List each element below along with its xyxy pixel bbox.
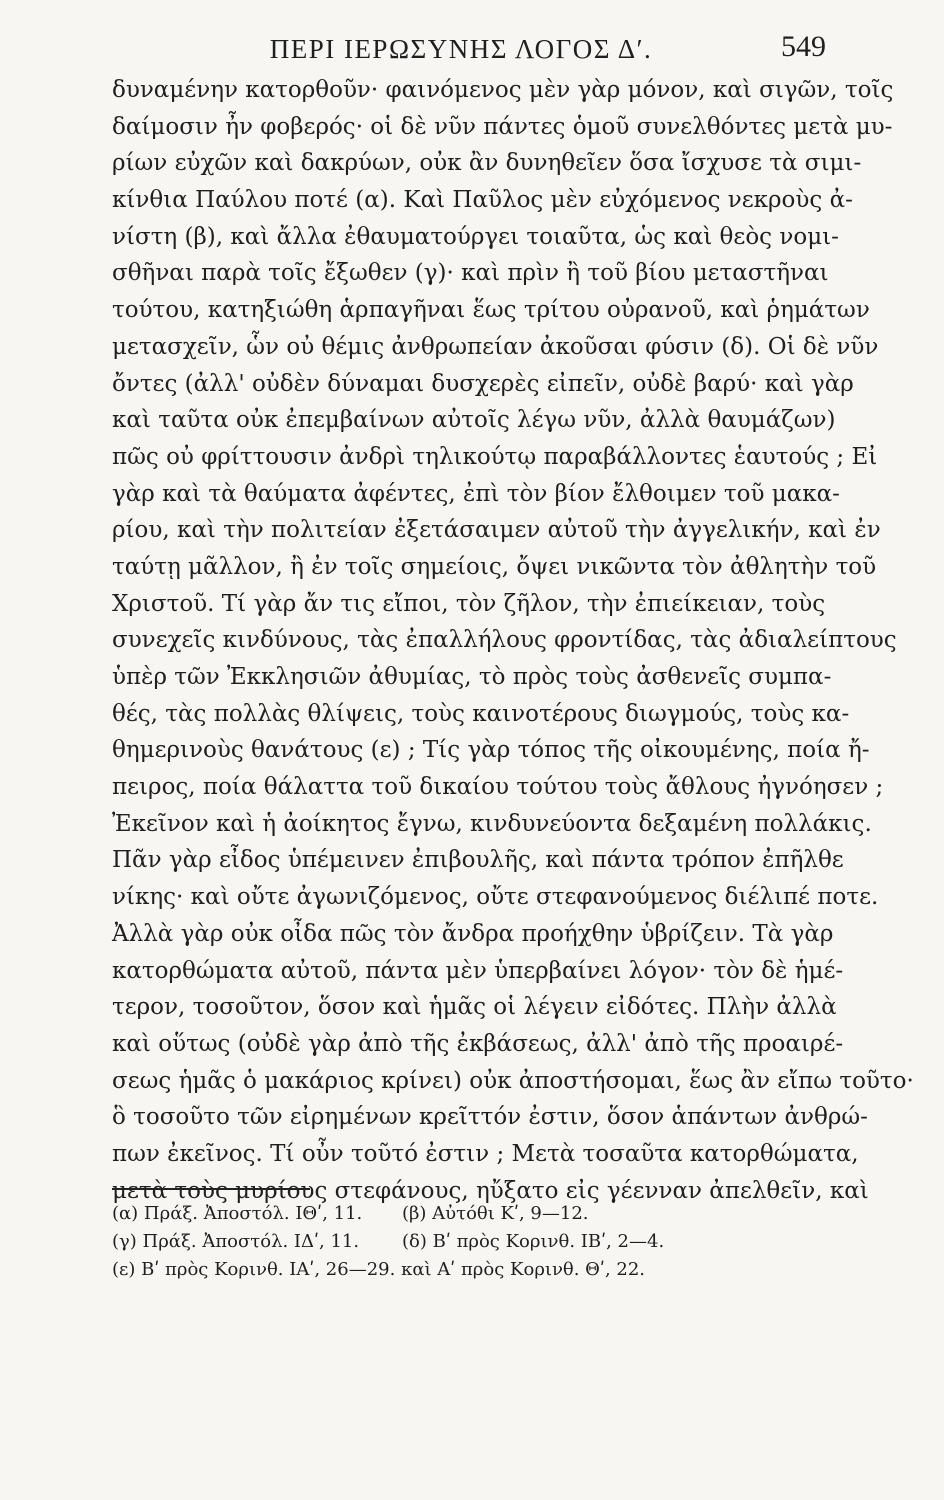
footnote: (γ) Πράξ. Ἀποστόλ. ΙΔʹ, 11. [112,1231,360,1252]
text-line: νίστη (β), καὶ ἄλλα ἐθαυματούργει τοιαῦτα, ὡς καὶ θεὸς νομι- [112,223,839,250]
text-line: καὶ οὕτως (οὐδὲ γὰρ ἀπὸ τῆς ἐκβάσεως, ἀλλ' ἀπὸ τῆς προαιρέ- [112,1030,844,1057]
footnote-row [112,1256,817,1284]
text-line: νίκης· καὶ οὔτε ἀγωνιζόμενος, οὔτε στεφανούμενος διέλιπέ ποτε. [112,884,879,911]
text-line: δαίμοσιν ἦν φοβερός· οἱ δὲ νῦν πάντες ὁμοῦ συνελθόντες μετὰ μυ- [112,113,893,140]
text-line: συνεχεῖς κινδύνους, τὰς ἐπαλλήλους φροντίδας, τὰς ἀδιαλείπτους [112,627,897,654]
footnote: (β) Αὐτόθι Κʹ, 9—12. [402,1203,589,1224]
text-line: σθῆναι παρὰ τοῖς ἔξωθεν (γ)· καὶ πρὶν ἢ τοῦ βίου μεταστῆναι [112,260,829,287]
text-line: καὶ ταῦτα οὐκ ἐπεμβαίνων αὐτοῖς λέγω νῦν, ἀλλὰ θαυμάζων) [112,407,836,434]
footnote: (α) Πράξ. Ἀποστόλ. ΙΘʹ, 11. [112,1203,363,1224]
text-line: ὃ τοσοῦτο τῶν εἰρημένων κρεῖττόν ἐστιν, ὅσον ἁπάντων ἀνθρώ- [112,1104,868,1131]
text-line: θημερινοὺς θανάτους (ε) ; Τίς γὰρ τόπος τῆς οἰκουμένης, ποία ἤ- [112,737,870,764]
footnote-row [112,1228,817,1256]
text-line: γὰρ καὶ τὰ θαύματα ἀφέντες, ἐπὶ τὸν βίον ἔλθοιμεν τοῦ μακα- [112,480,840,507]
text-line: Ἐκεῖνον καὶ ἡ ἀοίκητος ἔγνω, κινδυνεύοντα δεξαμένη πολλάκις. [112,810,872,837]
text-line: μετασχεῖν, ὧν οὐ θέμις ἀνθρωπείαν ἀκοῦσαι φύσιν (δ). Οἱ δὲ νῦν [112,333,879,360]
text-line: Πᾶν γὰρ εἶδος ὑπέμεινεν ἐπιβουλῆς, καὶ πάντα τρόπον ἐπῆλθε [112,847,844,874]
text-line: δυναμένην κατορθοῦν· φαινόμενος μὲν γὰρ μόνον, καὶ σιγῶν, τοῖς [112,77,894,103]
text-line: πων ἐκεῖνος. Τί οὖν τοῦτό ἐστιν ; Μετὰ τοσαῦτα κατορθώματα, [112,1140,859,1167]
text-line: πειρος, ποία θάλαττα τοῦ δικαίου τούτου τοὺς ἄθλους ἠγνόησεν ; [112,774,884,801]
page-header [96,22,826,72]
text-line: Ἀλλὰ γὰρ οὐκ οἶδα πῶς τὸν ἄνδρα προήχθην ὑβρίζειν. Τὰ γὰρ [112,920,834,947]
footnote-divider [112,1188,310,1190]
text-line: κίνθια Παύλου ποτέ (α). Καὶ Παῦλος μὲν εὐχόμενος νεκροὺς ἀ- [112,187,853,214]
text-line: ὑπὲρ τῶν Ἐκκλησιῶν ἀθυμίας, τὸ πρὸς τοὺς ἀσθενεῖς συμπα- [112,664,832,690]
footnotes [112,1200,817,1284]
text-line: τερον, τοσοῦτον, ὅσον καὶ ἡμᾶς οἱ λέγειν εἰδότες. Πλὴν ἀλλὰ [112,994,837,1021]
text-line: ρίου, καὶ τὴν πολιτείαν ἐξετάσαιμεν αὐτοῦ τὴν ἀγγελικήν, καὶ ἐν [112,517,881,544]
text-line: κατορθώματα αὐτοῦ, πάντα μὲν ὑπερβαίνει λόγον· τὸν δὲ ἡμέ- [112,957,844,984]
text-line: ρίων εὐχῶν καὶ δακρύων, οὐκ ἂν δυνηθεῖεν ὅσα ἴσχυσε τὰ σιμι- [112,150,862,177]
text-line: μετὰ τοὺς μυρίους στεφάνους, ηὔξατο εἰς γέενναν ἀπελθεῖν, καὶ [112,1177,869,1204]
text-line: σεως ἡμᾶς ὁ μακάριος κρίνει) οὐκ ἀποστήσομαι, ἕως ἂν εἴπω τοῦτο· [112,1067,914,1094]
page-number: 549 [781,30,826,63]
footnote-row [112,1200,817,1228]
footnote: (ε) Βʹ πρὸς Κορινθ. ΙΑʹ, 26—29. καὶ Αʹ πρὸς Κορινθ. Θʹ, 22. [112,1259,646,1280]
footnote: (δ) Βʹ πρὸς Κορινθ. ΙΒʹ, 2—4. [402,1231,665,1252]
text-line: τούτου, κατηξιώθη ἁρπαγῆναι ἕως τρίτου οὐρανοῦ, καὶ ῥημάτων [112,297,870,324]
text-line: θές, τὰς πολλὰς θλίψεις, τοὺς καινοτέρους διωγμούς, τοὺς κα- [112,700,850,727]
text-line: ταύτῃ μᾶλλον, ἢ ἐν τοῖς σημείοις, ὄψει νικῶντα τὸν ἀθλητὴν τοῦ [112,553,877,580]
main-text [112,72,914,1209]
running-title: ΠΕΡΙ ΙΕΡΩΣΥΝΗΣ ΛΟΓΟΣ Δʹ. [269,34,653,64]
text-line: ὄντες (ἀλλ' οὐδὲν δύναμαι δυσχερὲς εἰπεῖν, οὐδὲ βαρύ· καὶ γὰρ [112,370,854,397]
text-line: πῶς οὐ φρίττουσιν ἀνδρὶ τηλικούτῳ παραβάλλοντες ἑαυτούς ; Εἰ [112,443,878,470]
text-line: Χριστοῦ. Τί γὰρ ἄν τις εἴποι, τὸν ζῆλον, τὴν ἐπιείκειαν, τοὺς [112,590,826,617]
